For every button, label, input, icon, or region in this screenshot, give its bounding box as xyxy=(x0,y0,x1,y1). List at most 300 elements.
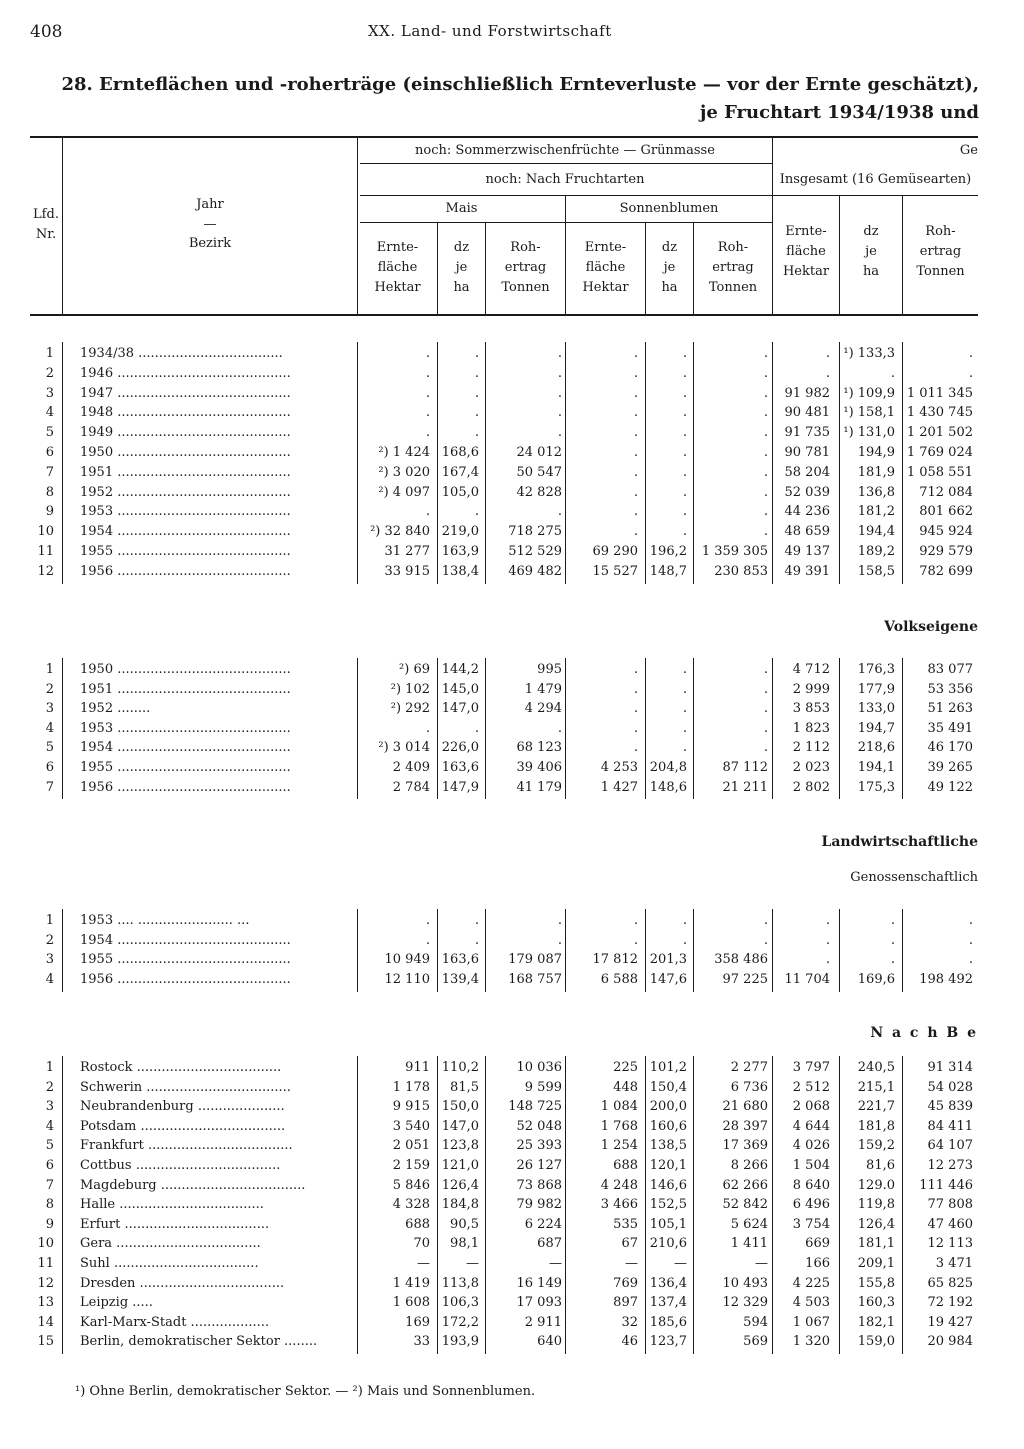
table-cell: 150,4 xyxy=(649,1079,687,1095)
table-cell: 136,8 xyxy=(857,484,895,500)
table-cell: . xyxy=(682,346,687,361)
row-label: 1953 .......................................... xyxy=(80,504,291,520)
table-cell: . xyxy=(763,504,768,520)
table-cell: 32 xyxy=(621,1314,638,1330)
table-cell: 20 984 xyxy=(927,1334,973,1350)
table-cell: 46 xyxy=(621,1334,638,1350)
table-cell: . xyxy=(474,425,479,441)
group-sommerzwischenfruechte: noch: Sommerzwischenfrüchte — Grünmasse xyxy=(415,143,715,158)
lfd-header: Lfd. xyxy=(33,207,59,222)
table-cell: 995 xyxy=(537,662,562,677)
table-cell: . xyxy=(425,385,430,401)
table-cell: 1 359 305 xyxy=(701,544,768,559)
row-number: 6 xyxy=(45,760,54,775)
table-cell: 712 084 xyxy=(919,484,973,500)
table-cell: 3 754 xyxy=(792,1216,830,1232)
table-row xyxy=(0,1078,1024,1098)
table-row xyxy=(0,502,1024,522)
section-subheading-genossenschaftlich: Genossenschaftlich xyxy=(850,870,978,885)
table-cell: . xyxy=(474,365,479,381)
table-cell: 3 540 xyxy=(392,1118,430,1134)
table-cell: 137,4 xyxy=(649,1295,687,1311)
table-cell: . xyxy=(763,484,768,500)
row-label: 1952 ........ xyxy=(80,701,151,717)
table-cell: . xyxy=(425,504,430,520)
table-cell: . xyxy=(633,385,638,401)
table-cell: 110,2 xyxy=(441,1060,479,1075)
table-cell: ²) 102 xyxy=(390,681,430,697)
table-cell: 48 659 xyxy=(784,524,830,540)
table-cell: 2 112 xyxy=(792,740,830,756)
row-number: 4 xyxy=(45,972,54,988)
table-cell: . xyxy=(425,425,430,441)
table-cell: . xyxy=(633,720,638,736)
table-cell: 166 xyxy=(805,1256,830,1271)
table-row xyxy=(0,1293,1024,1313)
table-cell: 1 768 xyxy=(600,1118,638,1134)
table-row xyxy=(0,1274,1024,1294)
row-number: 11 xyxy=(37,544,54,559)
table-cell: 12 110 xyxy=(384,972,430,988)
row-label: Neubrandenburg ..................... xyxy=(80,1099,285,1115)
header-bottom-rule xyxy=(30,314,978,316)
row-label: 1949 .......................................... xyxy=(80,425,291,441)
table-cell: 2 159 xyxy=(392,1158,430,1173)
table-cell: 106,3 xyxy=(441,1295,479,1311)
table-row xyxy=(0,699,1024,719)
row-number: 12 xyxy=(37,1275,54,1291)
table-cell: . xyxy=(557,425,562,441)
table-row xyxy=(0,970,1024,990)
table-cell: 177,9 xyxy=(857,681,895,697)
row-label: 1954 .......................................... xyxy=(80,740,291,756)
table-cell: 120,1 xyxy=(649,1158,687,1173)
table-cell: 62 266 xyxy=(722,1177,768,1193)
table-row xyxy=(0,660,1024,680)
table-cell: . xyxy=(890,365,895,381)
row-label: 1956 .......................................... xyxy=(80,563,291,579)
table-cell: ¹) 133,3 xyxy=(843,346,895,361)
table-cell: 169,6 xyxy=(857,972,895,988)
table-cell: 1 201 502 xyxy=(906,425,973,441)
table-cell: 194,4 xyxy=(857,524,895,540)
table-cell: 17 812 xyxy=(592,952,638,968)
table-cell: 147,0 xyxy=(441,1118,479,1134)
table-cell: . xyxy=(474,405,479,421)
table-cell: — xyxy=(549,1256,562,1271)
table-title-line2: je Fruchtart 1934/1938 und xyxy=(699,102,979,123)
table-cell: . xyxy=(633,932,638,948)
table-cell: . xyxy=(557,385,562,401)
group-gemuese-cut: Ge xyxy=(959,143,978,158)
table-cell: 200,0 xyxy=(649,1099,687,1115)
table-cell: 69 290 xyxy=(592,544,638,559)
row-number: 10 xyxy=(37,524,54,540)
table-cell: 176,3 xyxy=(857,662,895,677)
table-cell: 569 xyxy=(743,1334,768,1350)
table-cell: 90 781 xyxy=(784,445,830,460)
row-number: 1 xyxy=(45,346,54,361)
table-cell: . xyxy=(633,425,638,441)
table-cell: 172,2 xyxy=(441,1314,479,1330)
table-cell: 782 699 xyxy=(919,563,973,579)
table-cell: . xyxy=(825,365,830,381)
table-cell: 17 369 xyxy=(722,1138,768,1154)
table-row xyxy=(0,522,1024,542)
table-row xyxy=(0,1195,1024,1215)
row-number: 6 xyxy=(45,1158,54,1173)
row-number: 1 xyxy=(45,913,54,928)
table-row xyxy=(0,931,1024,951)
row-number: 2 xyxy=(45,681,54,697)
section-heading-nach-bezirken: N a c h B e xyxy=(870,1025,978,1041)
table-cell: 2 802 xyxy=(792,779,830,795)
table-cell: . xyxy=(682,385,687,401)
table-title-line1: 28. Ernteflächen und -roherträge (einschließlich Ernteverluste — vor der Ernte geschätzt), xyxy=(61,74,979,95)
table-cell: 58 204 xyxy=(784,464,830,480)
table-row xyxy=(0,1136,1024,1156)
col-header: dz je ha xyxy=(661,240,678,295)
table-cell: 28 397 xyxy=(722,1118,768,1134)
table-cell: 65 825 xyxy=(927,1275,973,1291)
table-cell: . xyxy=(633,445,638,460)
row-number: 10 xyxy=(37,1236,54,1252)
table-cell: 718 275 xyxy=(508,524,562,540)
table-cell: 19 427 xyxy=(927,1314,973,1330)
table-cell: 87 112 xyxy=(722,760,768,775)
group-nach-fruchtarten: noch: Nach Fruchtarten xyxy=(485,172,645,187)
col-header: Ernte- fläche Hektar xyxy=(582,240,629,295)
table-cell: . xyxy=(763,720,768,736)
table-cell: 5 846 xyxy=(392,1177,430,1193)
table-row xyxy=(0,562,1024,582)
table-cell: 1 084 xyxy=(600,1099,638,1115)
table-cell: 194,7 xyxy=(857,720,895,736)
table-cell: 1 504 xyxy=(792,1158,830,1173)
table-cell: 138,4 xyxy=(441,563,479,579)
table-cell: 204,8 xyxy=(649,760,687,775)
table-cell: 91 982 xyxy=(784,385,830,401)
row-label: 1952 .......................................... xyxy=(80,484,291,500)
table-cell: 688 xyxy=(613,1158,638,1173)
row-number: 4 xyxy=(45,1118,54,1134)
table-cell: . xyxy=(968,913,973,928)
row-number: 2 xyxy=(45,932,54,948)
table-cell: . xyxy=(633,504,638,520)
table-cell: 35 491 xyxy=(927,720,973,736)
table-cell: 688 xyxy=(405,1216,430,1232)
table-cell: 84 411 xyxy=(927,1118,973,1134)
table-cell: 594 xyxy=(743,1314,768,1330)
table-cell: ¹) 158,1 xyxy=(843,405,895,421)
row-label: 1950 .......................................... xyxy=(80,445,291,460)
table-cell: 72 192 xyxy=(927,1295,973,1311)
table-cell: 219,0 xyxy=(441,524,479,540)
table-cell: 45 839 xyxy=(927,1099,973,1115)
table-cell: 33 xyxy=(413,1334,430,1350)
table-cell: 196,2 xyxy=(649,544,687,559)
table-row xyxy=(0,463,1024,483)
col-header: dz je ha xyxy=(453,240,470,295)
table-cell: . xyxy=(474,932,479,948)
table-cell: . xyxy=(682,662,687,677)
table-cell: 10 493 xyxy=(722,1275,768,1291)
table-cell: 193,9 xyxy=(441,1334,479,1350)
table-cell: ²) 3 020 xyxy=(378,464,430,480)
row-label: Halle ................................... xyxy=(80,1197,264,1213)
row-label: Berlin, demokratischer Sektor ........ xyxy=(80,1334,318,1350)
table-row xyxy=(0,542,1024,562)
table-cell: 148,6 xyxy=(649,779,687,795)
table-cell: . xyxy=(682,681,687,697)
row-number: 9 xyxy=(45,1216,54,1232)
table-cell: 39 406 xyxy=(516,760,562,775)
table-cell: 179 087 xyxy=(508,952,562,968)
table-cell: 147,6 xyxy=(649,972,687,988)
table-cell: . xyxy=(825,952,830,968)
table-row xyxy=(0,1234,1024,1254)
table-cell: 512 529 xyxy=(508,544,562,559)
table-cell: . xyxy=(763,425,768,441)
table-cell: 15 527 xyxy=(592,563,638,579)
col-header: Roh- ertrag Tonnen xyxy=(916,224,965,279)
table-cell: . xyxy=(825,932,830,948)
table-cell: . xyxy=(763,681,768,697)
table-cell: 53 356 xyxy=(927,681,973,697)
jahr-dash: — xyxy=(203,217,217,232)
table-cell: 39 265 xyxy=(927,760,973,775)
row-number: 3 xyxy=(45,385,54,401)
table-row xyxy=(0,719,1024,739)
chapter-header: XX. Land- und Forstwirtschaft xyxy=(368,22,612,40)
table-cell: 44 236 xyxy=(784,504,830,520)
table-cell: 209,1 xyxy=(857,1256,895,1271)
table-row xyxy=(0,403,1024,423)
table-cell: 9 915 xyxy=(392,1099,430,1115)
table-cell: . xyxy=(425,405,430,421)
table-cell: 70 xyxy=(413,1236,430,1252)
table-cell: 168 757 xyxy=(508,972,562,988)
row-label: 1956 .......................................... xyxy=(80,779,291,795)
table-cell: 10 949 xyxy=(384,952,430,968)
row-number: 6 xyxy=(45,445,54,460)
table-cell: 123,7 xyxy=(649,1334,687,1350)
sonnenblumen-header: Sonnenblumen xyxy=(619,201,719,216)
jahr-header: Jahr xyxy=(196,197,224,212)
table-cell: . xyxy=(763,385,768,401)
table-cell: 1 411 xyxy=(730,1236,768,1252)
table-row xyxy=(0,1117,1024,1137)
row-number: 8 xyxy=(45,484,54,500)
table-cell: 148,7 xyxy=(649,563,687,579)
table-cell: 230 853 xyxy=(714,563,768,579)
row-label: 1953 .......................................... xyxy=(80,720,291,736)
table-cell: 144,2 xyxy=(441,662,479,677)
table-cell: 147,9 xyxy=(441,779,479,795)
row-label: 1955 .......................................... xyxy=(80,544,291,559)
table-row xyxy=(0,950,1024,970)
col-header: Roh- ertrag Tonnen xyxy=(708,240,758,295)
table-cell: 145,0 xyxy=(441,681,479,697)
table-cell: — xyxy=(674,1256,687,1271)
table-cell: 1 419 xyxy=(392,1275,430,1291)
table-cell: 49 391 xyxy=(784,563,830,579)
table-cell: — xyxy=(625,1256,638,1271)
table-cell: 54 028 xyxy=(927,1079,973,1095)
table-cell: 163,9 xyxy=(441,544,479,559)
table-cell: 163,6 xyxy=(441,952,479,968)
table-cell: . xyxy=(682,445,687,460)
table-cell: 73 868 xyxy=(516,1177,562,1193)
table-cell: . xyxy=(557,932,562,948)
table-cell: 469 482 xyxy=(508,563,562,579)
table-cell: . xyxy=(557,504,562,520)
table-cell: 215,1 xyxy=(857,1079,895,1095)
table-cell: 52 842 xyxy=(722,1197,768,1213)
table-cell: 16 149 xyxy=(516,1275,562,1291)
row-label: 1955 .......................................... xyxy=(80,952,291,968)
table-cell: . xyxy=(557,405,562,421)
table-cell: 50 547 xyxy=(516,464,562,480)
table-cell: 155,8 xyxy=(857,1275,895,1291)
table-cell: . xyxy=(682,740,687,756)
table-cell: 91 735 xyxy=(784,425,830,441)
table-cell: 160,3 xyxy=(857,1295,895,1311)
table-cell: 31 277 xyxy=(384,544,430,559)
table-cell: 12 329 xyxy=(722,1295,768,1311)
table-cell: 123,8 xyxy=(441,1138,479,1154)
table-cell: . xyxy=(474,720,479,736)
row-label: Leipzig ..... xyxy=(80,1295,153,1311)
table-cell: . xyxy=(633,464,638,480)
table-cell: 105,0 xyxy=(441,484,479,500)
table-cell: . xyxy=(557,720,562,736)
table-cell: . xyxy=(633,365,638,381)
table-cell: 182,1 xyxy=(857,1314,895,1330)
table-cell: . xyxy=(425,720,430,736)
table-cell: 185,6 xyxy=(649,1314,687,1330)
row-number: 3 xyxy=(45,701,54,717)
table-cell: 91 314 xyxy=(927,1060,973,1075)
table-cell: . xyxy=(633,662,638,677)
table-cell: 97 225 xyxy=(722,972,768,988)
table-cell: 4 712 xyxy=(792,662,830,677)
bezirk-header: Bezirk xyxy=(188,236,232,251)
table-cell: 1 058 551 xyxy=(906,464,973,480)
table-row xyxy=(0,1097,1024,1117)
table-cell: . xyxy=(825,913,830,928)
table-cell: 52 048 xyxy=(516,1118,562,1134)
table-cell: . xyxy=(763,405,768,421)
table-cell: 1 608 xyxy=(392,1295,430,1311)
row-label: 1956 .......................................... xyxy=(80,972,291,988)
table-cell: 535 xyxy=(613,1216,638,1232)
table-cell: 3 466 xyxy=(600,1197,638,1213)
table-cell: . xyxy=(968,365,973,381)
table-cell: 81,6 xyxy=(866,1158,895,1173)
table-cell: 67 xyxy=(621,1236,638,1252)
table-cell: 6 496 xyxy=(792,1197,830,1213)
row-label: Gera ................................... xyxy=(80,1236,261,1252)
table-cell: . xyxy=(474,504,479,520)
table-cell: 126,4 xyxy=(441,1177,479,1193)
table-cell: . xyxy=(425,365,430,381)
table-cell: ²) 69 xyxy=(399,662,430,677)
mais-header: Mais xyxy=(445,201,478,216)
table-cell: . xyxy=(968,952,973,968)
table-cell: 2 051 xyxy=(392,1138,430,1154)
table-cell: 136,4 xyxy=(649,1275,687,1291)
row-number: 7 xyxy=(45,464,54,480)
table-cell: 24 012 xyxy=(516,445,562,460)
table-cell: 1 769 024 xyxy=(906,445,973,460)
table-cell: 181,1 xyxy=(857,1236,895,1252)
table-cell: . xyxy=(890,913,895,928)
table-row xyxy=(0,423,1024,443)
row-number: 12 xyxy=(37,563,54,579)
table-cell: 175,3 xyxy=(857,779,895,795)
table-cell: 111 446 xyxy=(919,1177,973,1193)
row-number: 9 xyxy=(45,504,54,520)
table-cell: . xyxy=(425,932,430,948)
table-cell: 911 xyxy=(405,1060,430,1075)
table-cell: 181,2 xyxy=(857,504,895,520)
table-cell: ²) 1 424 xyxy=(378,445,430,460)
table-row xyxy=(0,911,1024,931)
table-cell: 49 122 xyxy=(927,779,973,795)
table-cell: 152,5 xyxy=(649,1197,687,1213)
table-row xyxy=(0,680,1024,700)
row-number: 2 xyxy=(45,1079,54,1095)
table-cell: 68 123 xyxy=(516,740,562,756)
row-label: 1953 .... ....................... ... xyxy=(80,913,250,928)
table-cell: 6 224 xyxy=(524,1216,562,1232)
row-label: 1951 .......................................... xyxy=(80,681,291,697)
table-cell: . xyxy=(682,913,687,928)
table-cell: 225 xyxy=(613,1060,638,1075)
table-cell: 52 039 xyxy=(784,484,830,500)
row-label: Rostock ................................... xyxy=(80,1060,282,1075)
table-cell: 81,5 xyxy=(450,1079,479,1095)
table-cell: . xyxy=(633,913,638,928)
row-label: Cottbus ................................... xyxy=(80,1158,281,1173)
table-cell: 21 211 xyxy=(722,779,768,795)
table-cell: 1 320 xyxy=(792,1334,830,1350)
table-cell: 2 999 xyxy=(792,681,830,697)
table-cell: 9 599 xyxy=(524,1079,562,1095)
table-cell: . xyxy=(763,464,768,480)
table-cell: 8 266 xyxy=(730,1158,768,1173)
row-number: 3 xyxy=(45,952,54,968)
row-number: 5 xyxy=(45,740,54,756)
table-cell: 2 911 xyxy=(524,1314,562,1330)
table-cell: 1 011 345 xyxy=(906,385,973,401)
footnote: ¹) Ohne Berlin, demokratischer Sektor. — ²) Mais und Sonnenblumen. xyxy=(75,1384,536,1399)
table-cell: 929 579 xyxy=(919,544,973,559)
table-cell: 49 137 xyxy=(784,544,830,559)
table-cell: . xyxy=(633,681,638,697)
table-cell: . xyxy=(763,932,768,948)
table-row xyxy=(0,1176,1024,1196)
table-cell: . xyxy=(633,524,638,540)
table-cell: 105,1 xyxy=(649,1216,687,1232)
table-cell: 640 xyxy=(537,1334,562,1350)
table-cell: 1 427 xyxy=(600,779,638,795)
table-cell: 1 823 xyxy=(792,720,830,736)
table-row xyxy=(0,1254,1024,1274)
table-row xyxy=(0,1313,1024,1333)
table-cell: 121,0 xyxy=(441,1158,479,1173)
